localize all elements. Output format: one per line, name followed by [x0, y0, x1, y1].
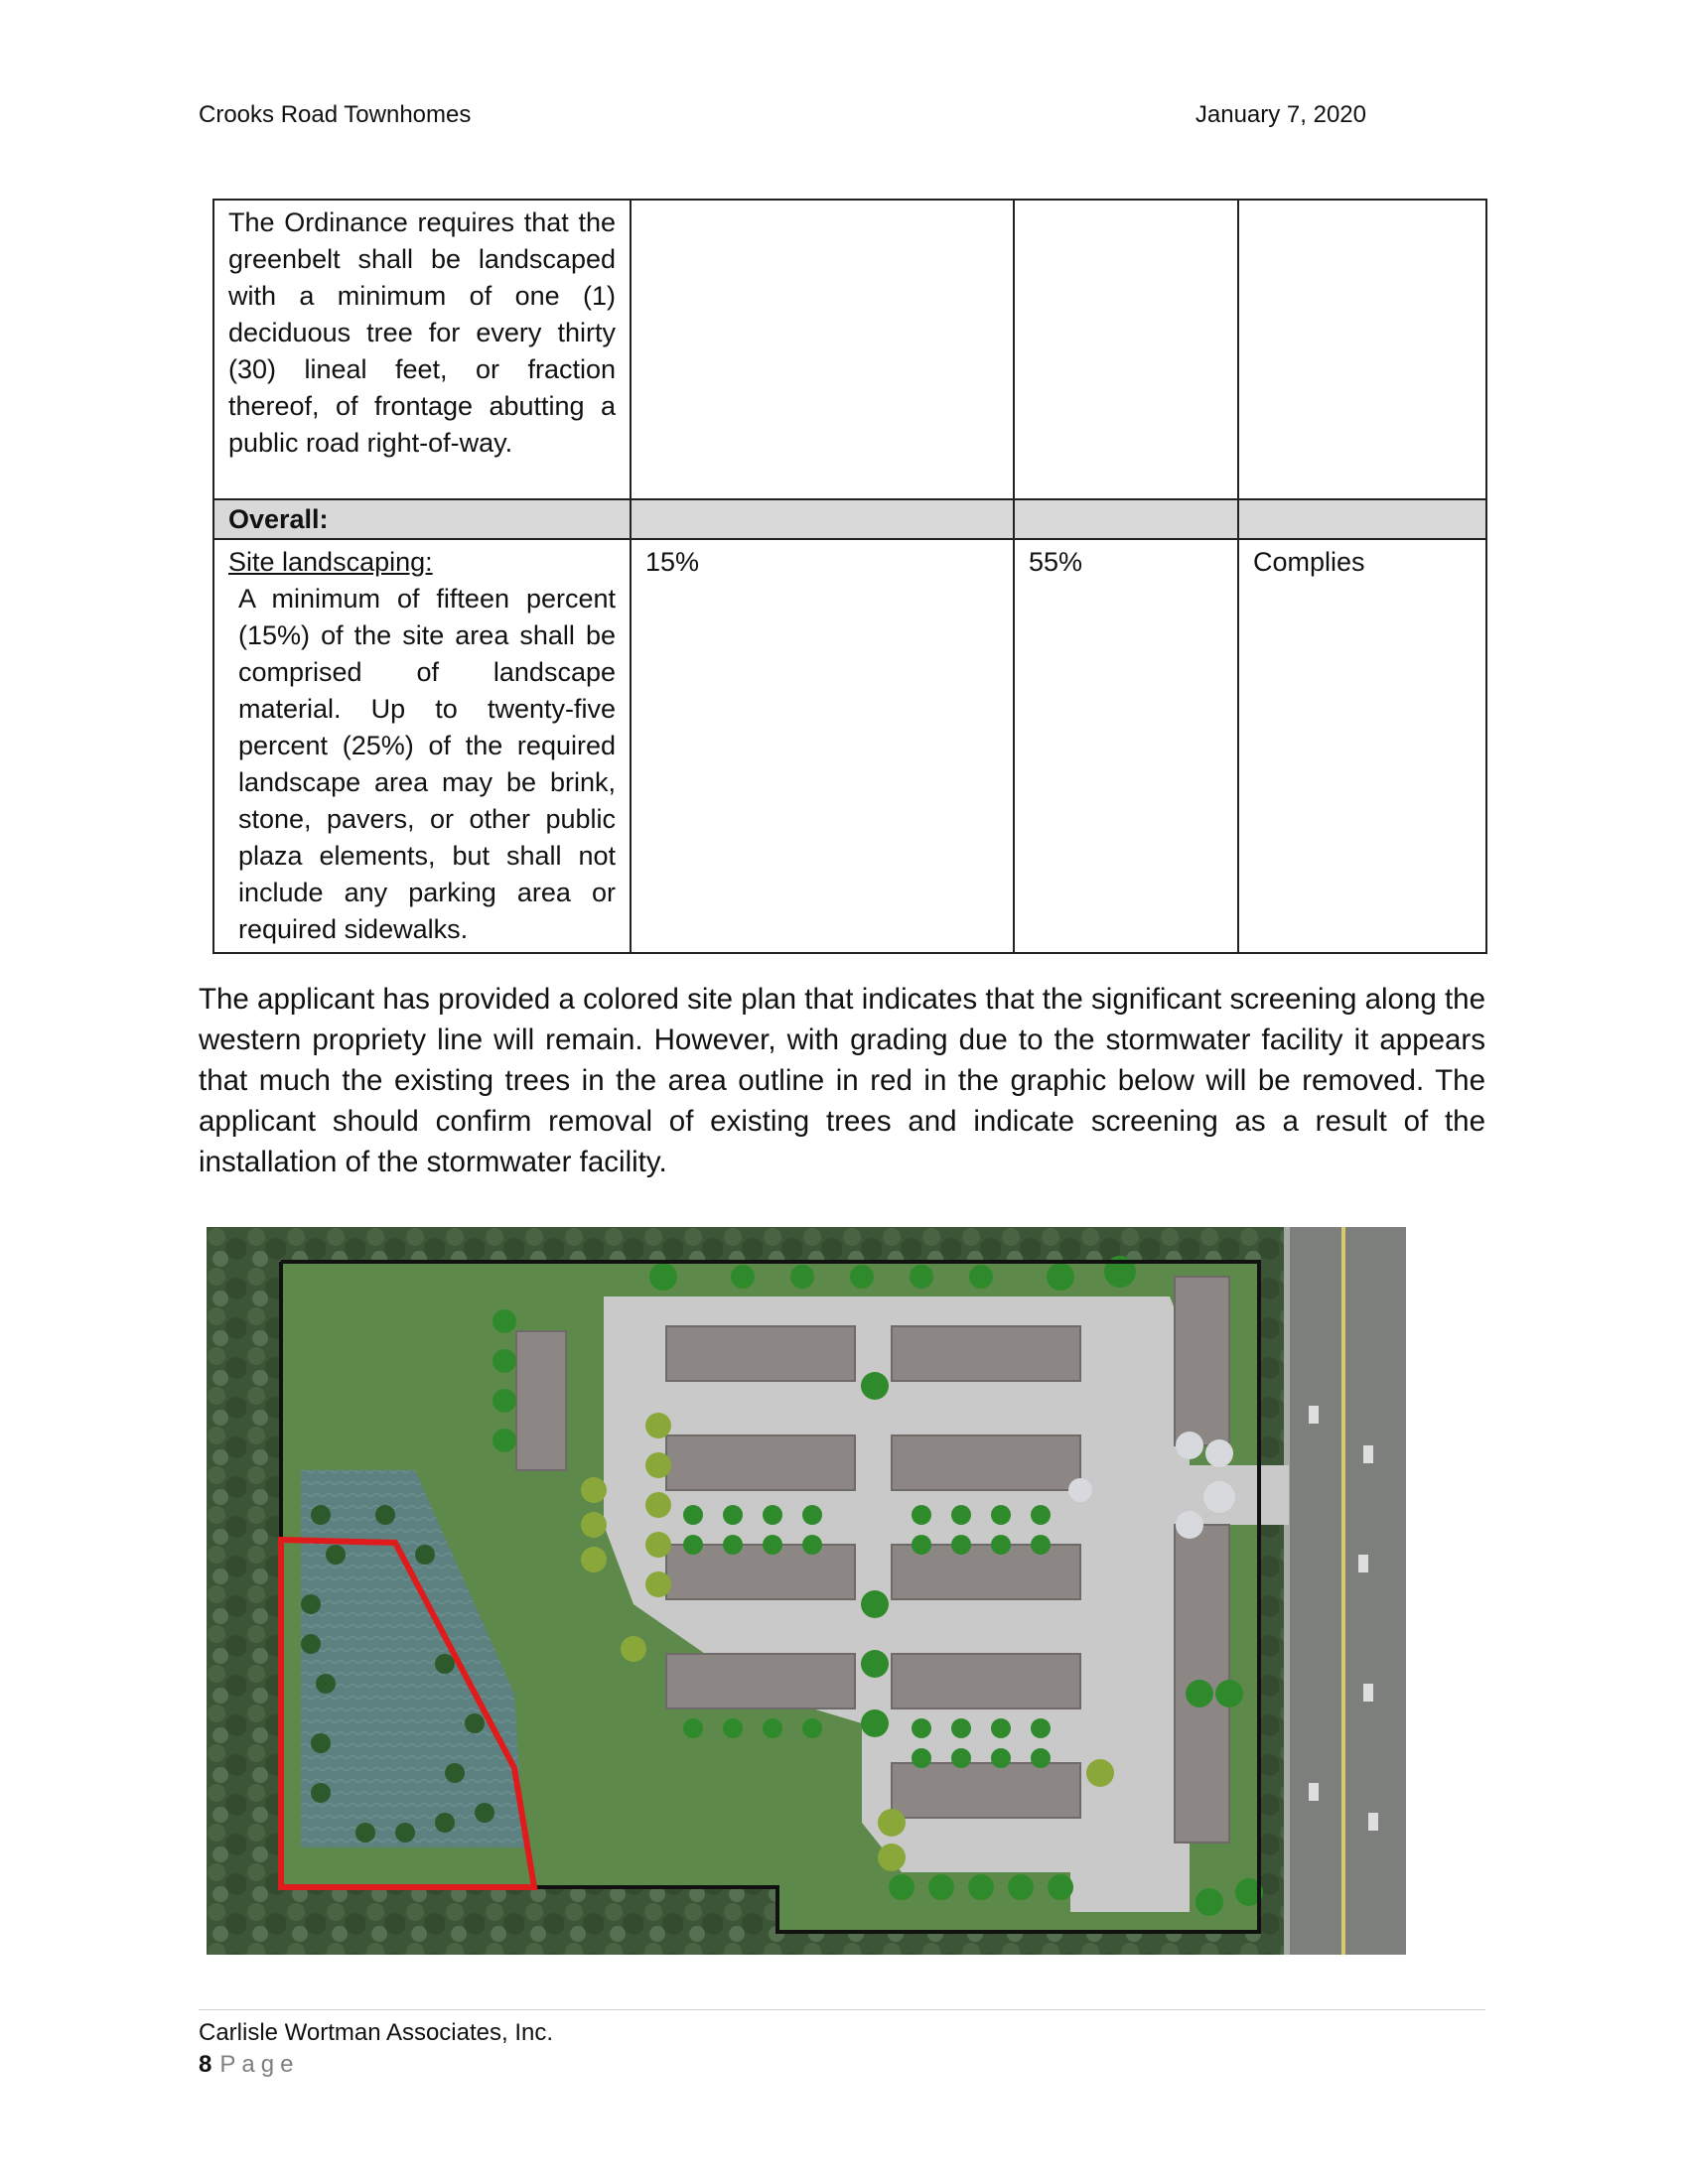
page-number: 8 [199, 2051, 212, 2078]
requirement-title: Site landscaping: [228, 547, 433, 577]
footer-page-number [199, 2051, 299, 2079]
status-cell: Complies [1238, 539, 1486, 953]
provided-cell: 55% [1014, 539, 1238, 953]
body-paragraph: The applicant has provided a colored site plan that indicates that the significant screening along the western propriety line will remain. However, with grading due to the stormwater facility it appears that much the existing trees in the area outline in red in the graphic below will be removed. The applicant should confirm removal of existing trees and indicate screening as a result of the installation of the stormwater facility. [199, 983, 1485, 1178]
section-label-cell [213, 499, 631, 539]
header-date: January 7, 2020 [1195, 101, 1366, 128]
section-label: Overall: [228, 504, 329, 534]
footer-company: Carlisle Wortman Associates, Inc. [199, 2019, 554, 2046]
table-section-row [213, 499, 1486, 539]
requirement-cell: The Ordinance requires that the greenbelt shall be landscaped with a minimum of one (1) deciduous tree for every thirty (30) lineal feet, or fraction thereof, of frontage abutting a public road right-of-way. [213, 200, 631, 499]
site-plan-image [207, 1227, 1406, 1955]
table-row [213, 200, 1486, 499]
provided-cell [1014, 200, 1238, 499]
page-label: Page [219, 2051, 300, 2078]
requirement-text: A minimum of fifteen percent (15%) of the site area shall be comprised of landscape material. Up to twenty-five percent (25%) of the required landscape area may be brink, stone, pavers, or other public plaza elements, but shall not include any parking area or required sidewalks. [238, 584, 616, 944]
requirement-cell [213, 539, 631, 953]
status-cell [1238, 200, 1486, 499]
table-row [213, 539, 1486, 953]
footer-divider [199, 2009, 1485, 2010]
project-title: Crooks Road Townhomes [199, 101, 472, 128]
required-cell [631, 200, 1014, 499]
ordinance-review-table [212, 199, 1487, 954]
required-cell: 15% [631, 539, 1014, 953]
